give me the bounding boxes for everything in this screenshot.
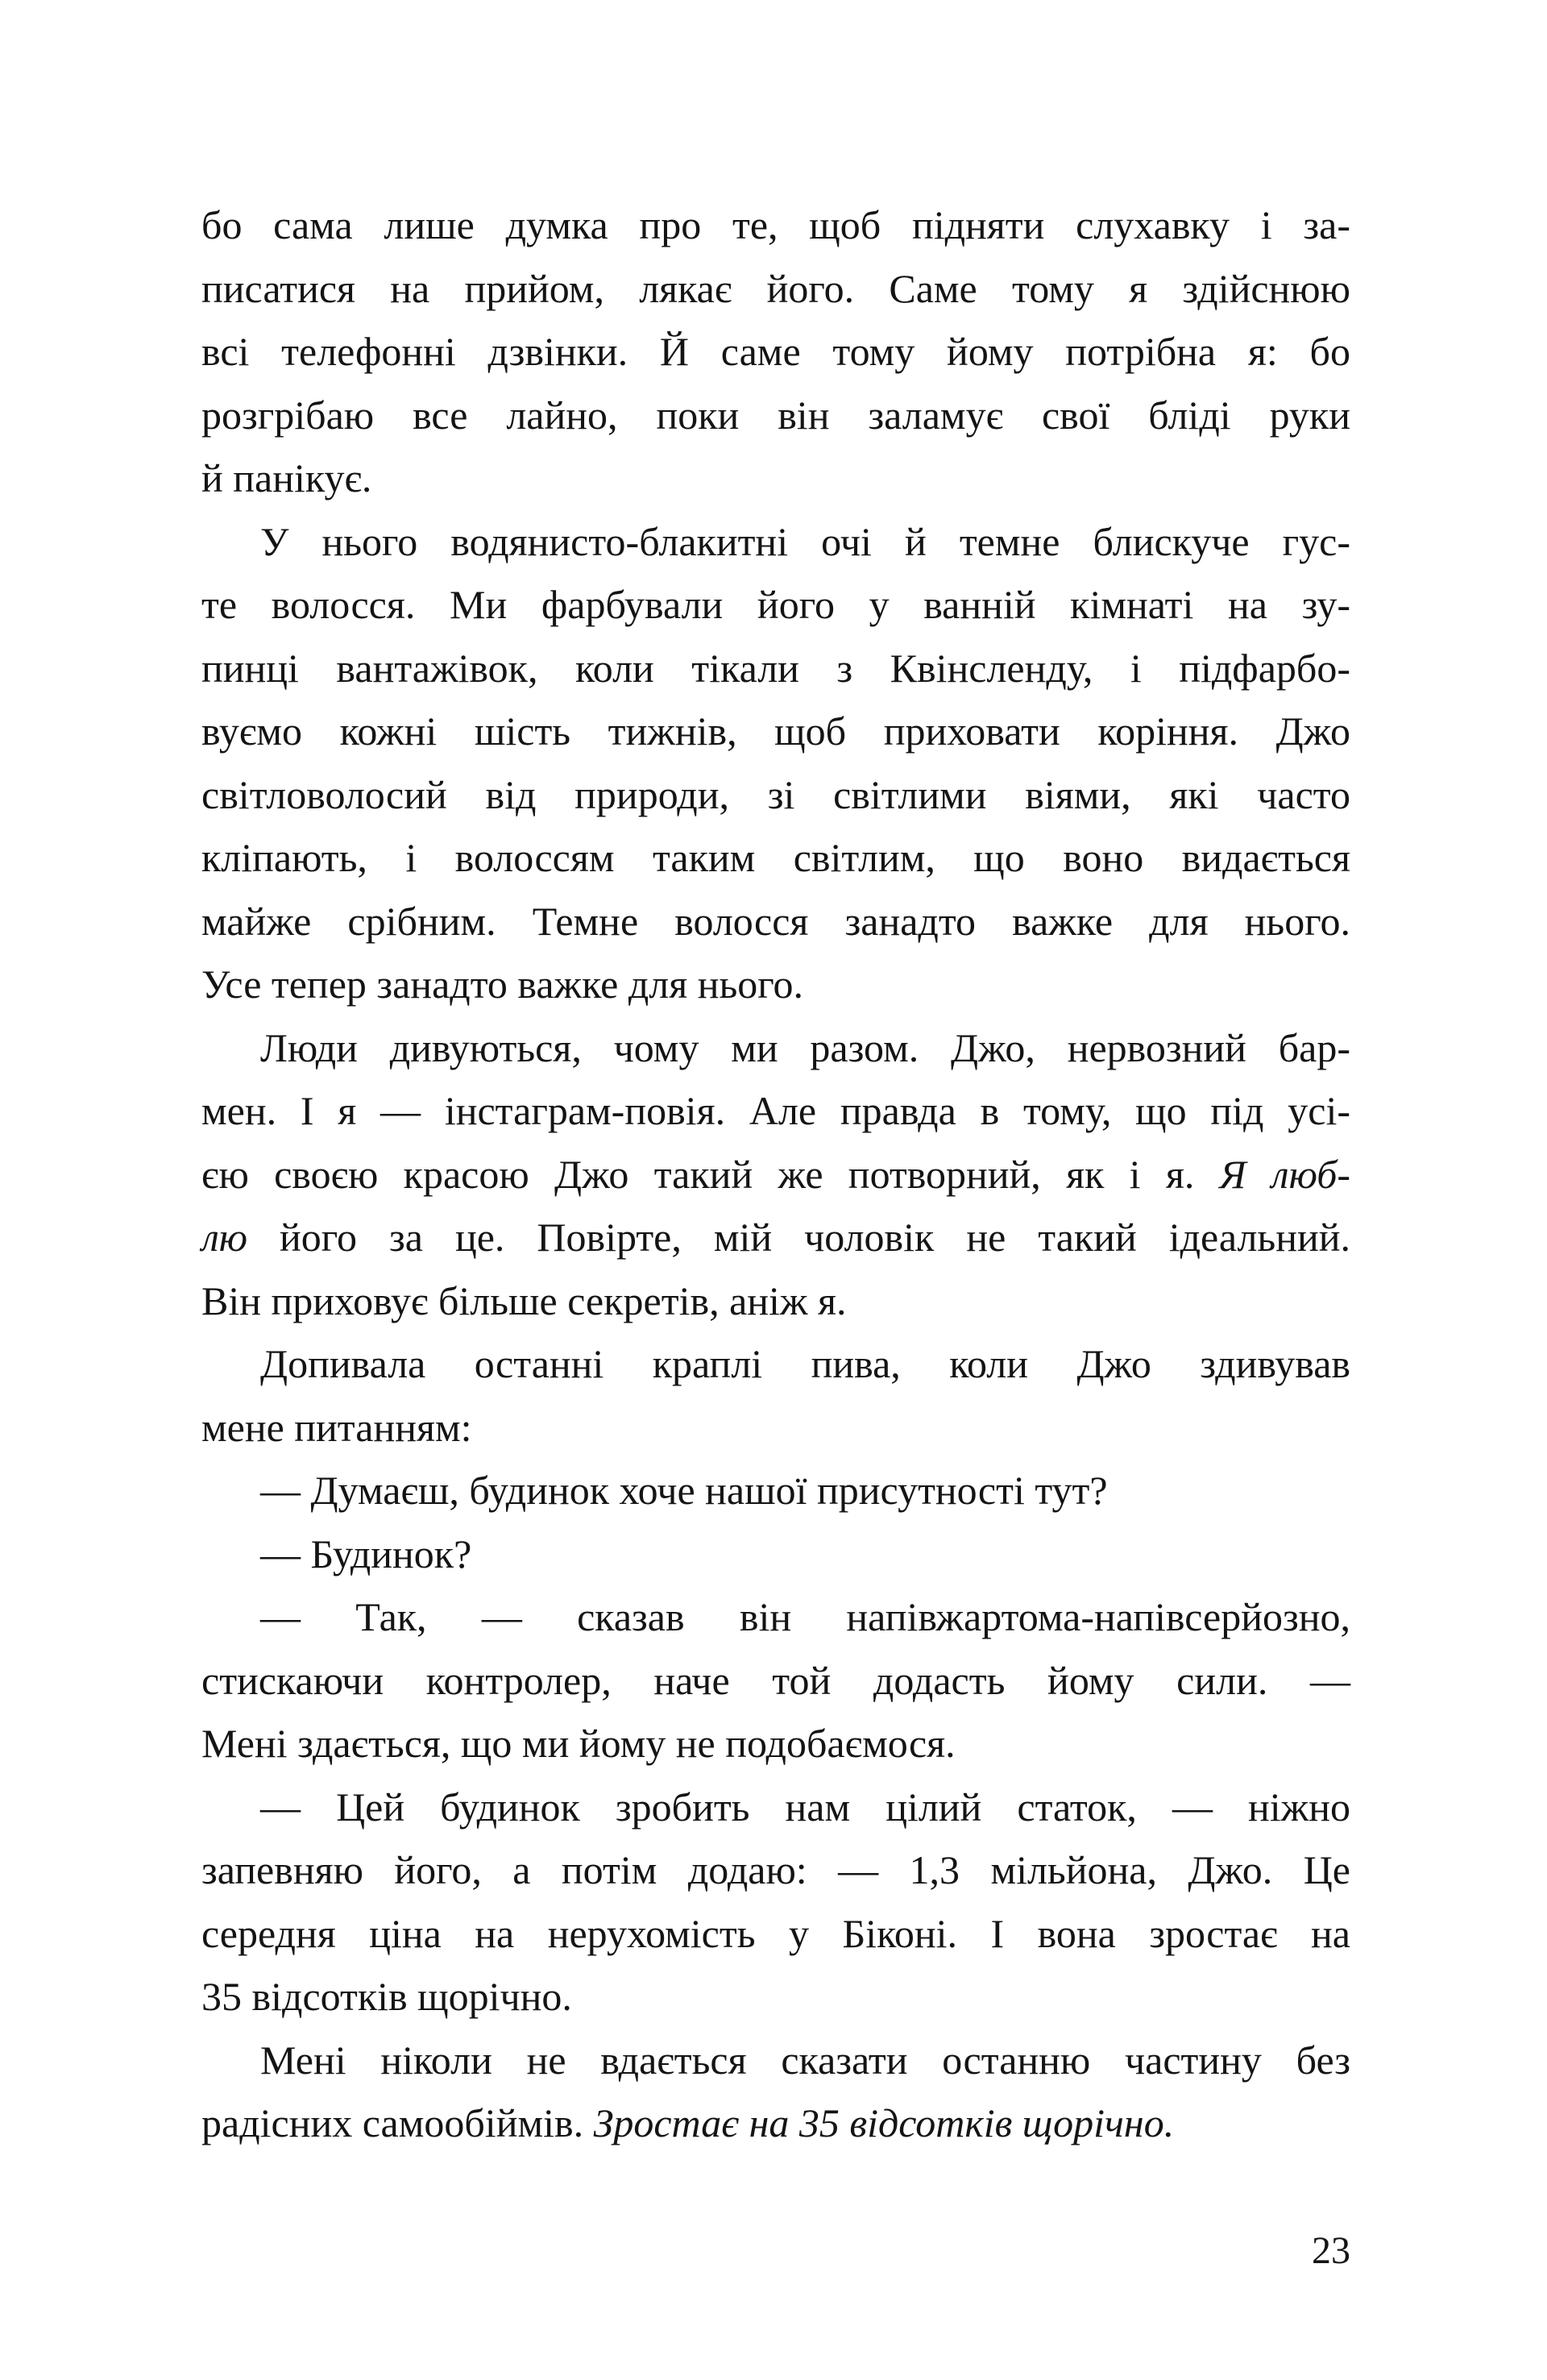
text-segment: всі телефонні дзвінки. Й саме тому йому потрібна я: бо bbox=[201, 329, 1350, 374]
text-segment: — Цей будинок зробить нам цілий статок, — ніжно bbox=[260, 1784, 1350, 1830]
text-segment-italic: лю bbox=[201, 1215, 248, 1260]
text-segment: пинці вантажівок, коли тікали з Квінсленду, і підфарбо- bbox=[201, 645, 1350, 691]
text-segment: У нього водянисто-блакитні очі й темне блискуче гус- bbox=[260, 518, 1350, 564]
text-line bbox=[201, 1079, 1350, 1143]
text-segment: Мені здається, що ми йому не подобаємося. bbox=[201, 1721, 956, 1766]
text-line bbox=[201, 1016, 1350, 1080]
text-segment: Люди дивуються, чому ми разом. Джо, нервозний бар- bbox=[260, 1024, 1350, 1070]
text-line bbox=[201, 1459, 1350, 1522]
text-line bbox=[201, 953, 1350, 1016]
text-segment: єю своєю красою Джо такий же потворний, як і я. bbox=[201, 1151, 1220, 1197]
text-segment: бо сама лише думка про те, щоб підняти слухавку і за- bbox=[201, 202, 1350, 247]
text-line bbox=[201, 1269, 1350, 1333]
text-line bbox=[201, 1143, 1350, 1207]
body-text-block bbox=[201, 193, 1350, 2155]
text-line bbox=[201, 193, 1350, 257]
text-segment-italic: Я люб- bbox=[1219, 1151, 1351, 1197]
text-line bbox=[201, 510, 1350, 574]
text-segment: радісних самообіймів. bbox=[201, 2100, 594, 2145]
text-segment: 35 відсотків щорічно. bbox=[201, 1974, 572, 2019]
text-line bbox=[201, 1396, 1350, 1460]
text-line bbox=[201, 1332, 1350, 1396]
text-segment: світловолосий від природи, зі світлими віями, які часто bbox=[201, 771, 1350, 817]
text-segment: його за це. Повірте, мій чоловік не такий ідеальний. bbox=[247, 1215, 1350, 1260]
text-line bbox=[201, 1776, 1350, 1839]
text-segment: Усе тепер занадто важке для нього. bbox=[201, 962, 804, 1007]
text-line bbox=[201, 700, 1350, 763]
text-line bbox=[201, 1522, 1350, 1586]
text-line bbox=[201, 2091, 1350, 2155]
text-line bbox=[201, 1206, 1350, 1269]
text-line bbox=[201, 1965, 1350, 2029]
text-line bbox=[201, 826, 1350, 890]
text-segment: Допивала останні краплі пива, коли Джо здивував bbox=[260, 1341, 1350, 1386]
text-segment: — Так, — сказав він напівжартома-напівсерйозно, bbox=[260, 1594, 1350, 1639]
text-line bbox=[201, 1902, 1350, 1966]
text-segment: Мені ніколи не вдається сказати останню частину без bbox=[260, 2037, 1350, 2083]
text-segment: середня ціна на нерухомість у Біконі. І вона зростає на bbox=[201, 1910, 1350, 1956]
text-line bbox=[201, 637, 1350, 700]
text-line bbox=[201, 890, 1350, 953]
text-segment: запевняю його, а потім додаю: — 1,3 мільйона, Джо. Це bbox=[201, 1847, 1350, 1892]
page-number: 23 bbox=[1312, 2229, 1350, 2272]
text-line bbox=[201, 320, 1350, 384]
text-line bbox=[201, 384, 1350, 447]
text-segment: майже срібним. Темне волосся занадто важке для нього. bbox=[201, 898, 1350, 944]
text-segment-italic: Зростає на 35 відсотків щорічно. bbox=[593, 2100, 1175, 2145]
text-line bbox=[201, 1649, 1350, 1713]
text-segment: писатися на прийом, лякає його. Саме тому я здійснюю bbox=[201, 265, 1350, 311]
text-segment: — Думаєш, будинок хоче нашої присутності тут? bbox=[260, 1468, 1108, 1513]
text-segment: — Будинок? bbox=[260, 1531, 472, 1576]
text-line bbox=[201, 1585, 1350, 1649]
text-segment: Він приховує більше секретів, аніж я. bbox=[201, 1277, 847, 1323]
text-line bbox=[201, 1712, 1350, 1776]
text-segment: розгрібаю все лайно, поки він заламує свої бліді руки bbox=[201, 392, 1350, 438]
text-segment: стискаючи контролер, наче той додасть йому сили. — bbox=[201, 1657, 1350, 1703]
text-segment: кліпають, і волоссям таким світлим, що воно видається bbox=[201, 835, 1350, 880]
text-segment: мен. І я — інстаграм-повія. Але правда в тому, що під усі- bbox=[201, 1088, 1350, 1133]
text-segment: те волосся. Ми фарбували його у ванній кімнаті на зу- bbox=[201, 582, 1350, 627]
text-line bbox=[201, 1838, 1350, 1902]
text-line bbox=[201, 2029, 1350, 2092]
text-segment: й панікує. bbox=[201, 455, 372, 501]
text-segment: мене питанням: bbox=[201, 1404, 472, 1450]
text-line bbox=[201, 763, 1350, 827]
text-line bbox=[201, 447, 1350, 510]
text-line bbox=[201, 573, 1350, 637]
text-line bbox=[201, 257, 1350, 321]
text-segment: вуємо кожні шість тижнів, щоб приховати коріння. Джо bbox=[201, 708, 1350, 754]
